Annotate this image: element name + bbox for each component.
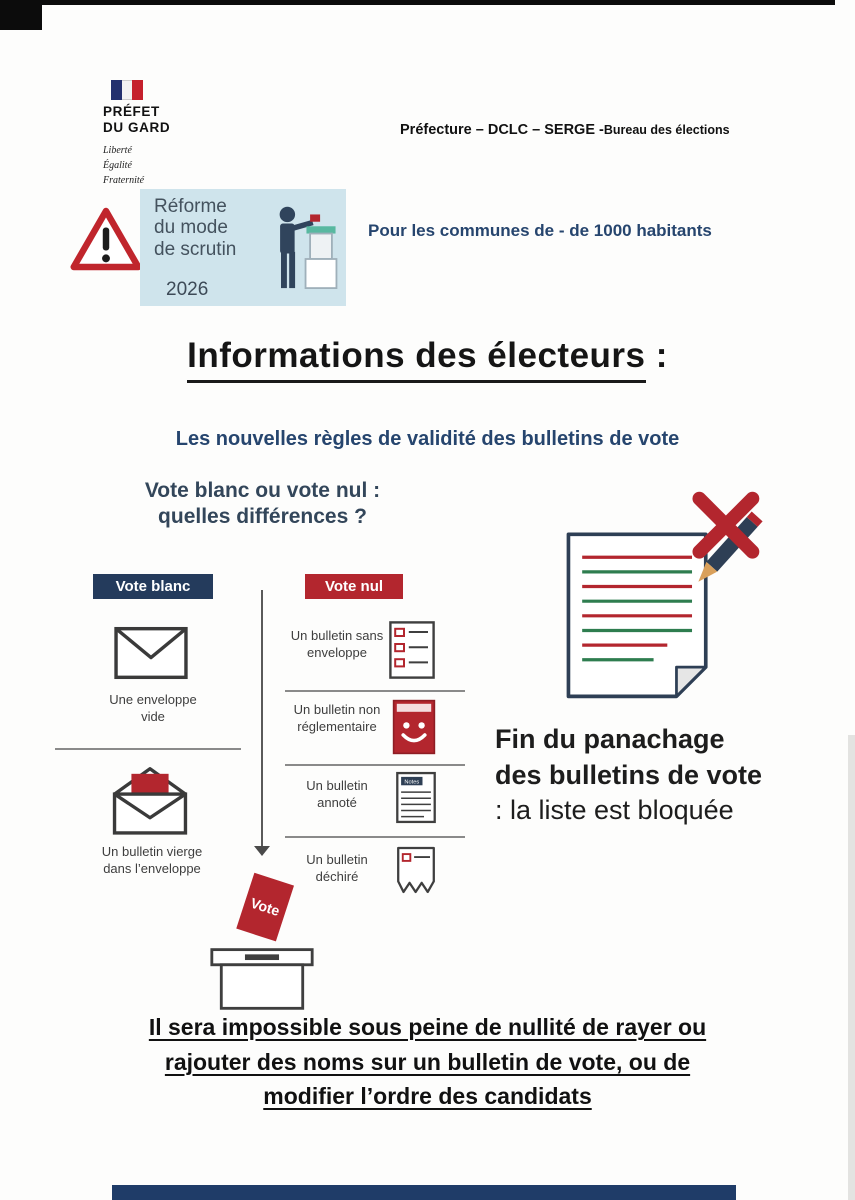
vote-nul-caption-4: Un bulletin déchiré [306, 852, 368, 884]
office-line-main: Préfecture – DCLC – SERGE - [400, 122, 604, 138]
page-title-text: Informations des électeurs [187, 336, 645, 383]
motto-liberte: Liberté [103, 144, 132, 156]
vote-nul-caption-1: Un bulletin sans enveloppe [290, 628, 384, 660]
vote-blanc-caption-1: Une enveloppe vide [109, 692, 197, 724]
office-line-sub: Bureau des élections [603, 123, 730, 137]
reform-title [154, 196, 236, 260]
vote-nul-separator-1 [285, 690, 465, 692]
panachage-regular-text: : la liste est bloquée [495, 795, 734, 826]
page-subtitle: Les nouvelles règles de validité des bulletins de vote [175, 428, 680, 450]
vote-blanc-separator [55, 748, 241, 750]
voter-at-ballot-box-illustration [260, 199, 342, 299]
down-arrow-icon [254, 846, 270, 856]
scan-artifact-corner [0, 0, 42, 30]
notes-icon-label: Notes [404, 779, 420, 786]
reform-line1: Réforme [154, 196, 227, 217]
reform-line2: du mode [154, 217, 228, 239]
reform-year: 2026 [166, 279, 209, 300]
annotated-notes-icon [395, 770, 437, 825]
scan-artifact-right-band [848, 735, 855, 1200]
warning-triangle-icon [70, 206, 142, 272]
office-line [400, 121, 780, 139]
vote-nul-caption-2: Un bulletin non réglementaire [293, 702, 381, 734]
vote-nul-badge: Vote nul [305, 574, 403, 599]
ballot-box-illustration [197, 872, 327, 1014]
vote-nul-separator-3 [285, 836, 465, 838]
infographic-heading [55, 478, 470, 531]
logo-name-line1: PRÉFET [103, 104, 160, 119]
vote-blanc-caption-2: Un bulletin vierge dans l’enveloppe [101, 844, 203, 876]
ballot-box-vote-label: Vote [248, 895, 282, 920]
vote-blanc-nul-infographic [55, 478, 470, 1018]
logo-name-line2: DU GARD [103, 119, 171, 135]
scan-artifact-top-line [28, 0, 835, 5]
blocked-list-illustration [530, 478, 768, 728]
torn-ballot-icon [395, 845, 437, 898]
open-envelope-ballot-icon [107, 762, 193, 838]
reform-line3: de scrutin [154, 238, 237, 260]
page-title-colon: : [645, 336, 668, 375]
prefet-du-gard-logo [103, 80, 253, 188]
vote-blanc-badge: Vote blanc [93, 574, 213, 599]
communes-note: Pour les communes de - de 1000 habitants [368, 221, 712, 240]
panachage-bold-text: Fin du panachage des bulletins de vote [495, 724, 763, 790]
footer-warning [0, 1010, 855, 1114]
column-divider-line [261, 590, 263, 846]
vote-nul-caption-3: Un bulletin annoté [306, 778, 368, 810]
page-title [0, 336, 855, 376]
infographic-heading-line2: quelles différences ? [158, 505, 367, 529]
motto-fraternite: Fraternité [103, 174, 145, 186]
vote-nul-separator-2 [285, 764, 465, 766]
logo-motto [103, 143, 253, 188]
footer-warning-line1: Il sera impossible sous peine de nullité de rayer ou [148, 1014, 707, 1040]
closed-envelope-icon [113, 624, 189, 682]
french-flag-icon [111, 80, 143, 100]
reform-banner [140, 189, 346, 306]
motto-egalite: Égalité [103, 159, 132, 171]
scan-artifact-bottom-bar [112, 1185, 736, 1200]
ballot-checklist-icon [388, 620, 436, 680]
footer-warning-line3: modifier l’ordre des candidats [263, 1083, 592, 1109]
panachage-statement [495, 722, 773, 829]
footer-warning-line2: rajouter des noms sur un bulletin de vote, ou de [164, 1048, 691, 1075]
infographic-heading-line1: Vote blanc ou vote nul : [144, 479, 381, 502]
smiley-ballot-icon [392, 698, 436, 756]
